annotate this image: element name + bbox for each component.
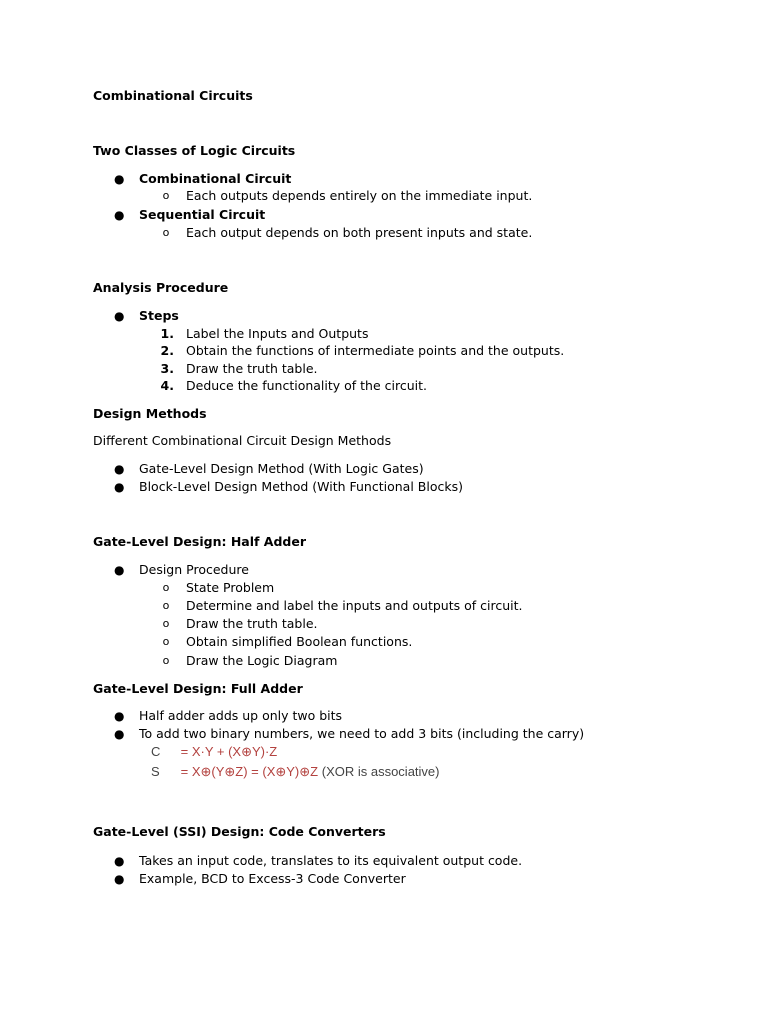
list-item: Design Procedure — [139, 562, 249, 577]
list-item: Gate-Level Design Method (With Logic Gates) — [139, 461, 424, 476]
bullet-icon: ● — [114, 709, 125, 723]
section-heading-design-methods: Design Methods — [93, 406, 207, 421]
carry-formula-rhs: = X·Y + (X⊕Y)·Z — [180, 744, 278, 759]
step-text: Draw the truth table. — [186, 361, 318, 376]
bullet-icon: ● — [114, 172, 125, 186]
bullet-icon: ● — [114, 208, 125, 222]
sub-list-item: State Problem — [186, 580, 275, 595]
bullet-icon: ● — [114, 854, 125, 868]
sub-bullet-icon: o — [162, 581, 170, 594]
bullet-icon: ● — [114, 563, 125, 577]
sub-list-item: Draw the Logic Diagram — [186, 653, 338, 668]
sub-list-item: Obtain simplified Boolean functions. — [186, 634, 413, 649]
bullet-icon: ● — [114, 872, 125, 886]
section-heading-full-adder: Gate-Level Design: Full Adder — [93, 681, 303, 696]
list-item: Half adder adds up only two bits — [139, 708, 343, 723]
step-text: Deduce the functionality of the circuit. — [186, 378, 427, 393]
section-heading-classes: Two Classes of Logic Circuits — [93, 143, 296, 158]
paragraph: Different Combinational Circuit Design Methods — [93, 433, 392, 448]
sub-bullet-icon: o — [162, 599, 170, 612]
sub-bullet-icon: o — [162, 226, 170, 239]
section-heading-code-converters: Gate-Level (SSI) Design: Code Converters — [93, 824, 386, 839]
section-heading-half-adder: Gate-Level Design: Half Adder — [93, 534, 307, 549]
sub-list-item: Draw the truth table. — [186, 616, 318, 631]
carry-formula-lhs: C — [151, 744, 161, 759]
step-number: 2. — [160, 343, 174, 358]
list-item: Takes an input code, translates to its equivalent output code. — [139, 853, 523, 868]
list-item: Steps — [139, 308, 179, 323]
sub-list-item: Each output depends on both present inputs and state. — [186, 225, 533, 240]
sum-formula — [146, 764, 439, 780]
sub-list-item: Determine and label the inputs and outputs of circuit. — [186, 598, 523, 613]
list-item: Example, BCD to Excess-3 Code Converter — [139, 871, 406, 886]
sum-formula-rhs: = X⊕(Y⊕Z) = (X⊕Y)⊕Z — [180, 764, 319, 779]
bullet-icon: ● — [114, 727, 125, 741]
document-title: Combinational Circuits — [93, 88, 253, 103]
sum-formula-lhs: S — [151, 764, 160, 779]
carry-formula — [146, 744, 277, 760]
step-text: Obtain the functions of intermediate points and the outputs. — [186, 343, 565, 358]
bullet-icon: ● — [114, 480, 125, 494]
list-item: Block-Level Design Method (With Functional Blocks) — [139, 479, 463, 494]
full-adder-formula-image — [146, 744, 456, 784]
section-heading-analysis: Analysis Procedure — [93, 280, 229, 295]
bullet-icon: ● — [114, 462, 125, 476]
sub-bullet-icon: o — [162, 635, 170, 648]
sub-bullet-icon: o — [162, 617, 170, 630]
step-number: 3. — [160, 361, 174, 376]
sub-list-item: Each outputs depends entirely on the immediate input. — [186, 188, 533, 203]
bullet-icon: ● — [114, 309, 125, 323]
step-number: 4. — [160, 378, 174, 393]
step-number: 1. — [160, 326, 174, 341]
step-text: Label the Inputs and Outputs — [186, 326, 369, 341]
list-item: To add two binary numbers, we need to add 3 bits (including the carry) — [139, 726, 585, 741]
sub-bullet-icon: o — [162, 654, 170, 667]
sub-bullet-icon: o — [162, 189, 170, 202]
list-item: Sequential Circuit — [139, 207, 266, 222]
sum-formula-note: (XOR is associative) — [321, 764, 440, 779]
list-item: Combinational Circuit — [139, 171, 292, 186]
